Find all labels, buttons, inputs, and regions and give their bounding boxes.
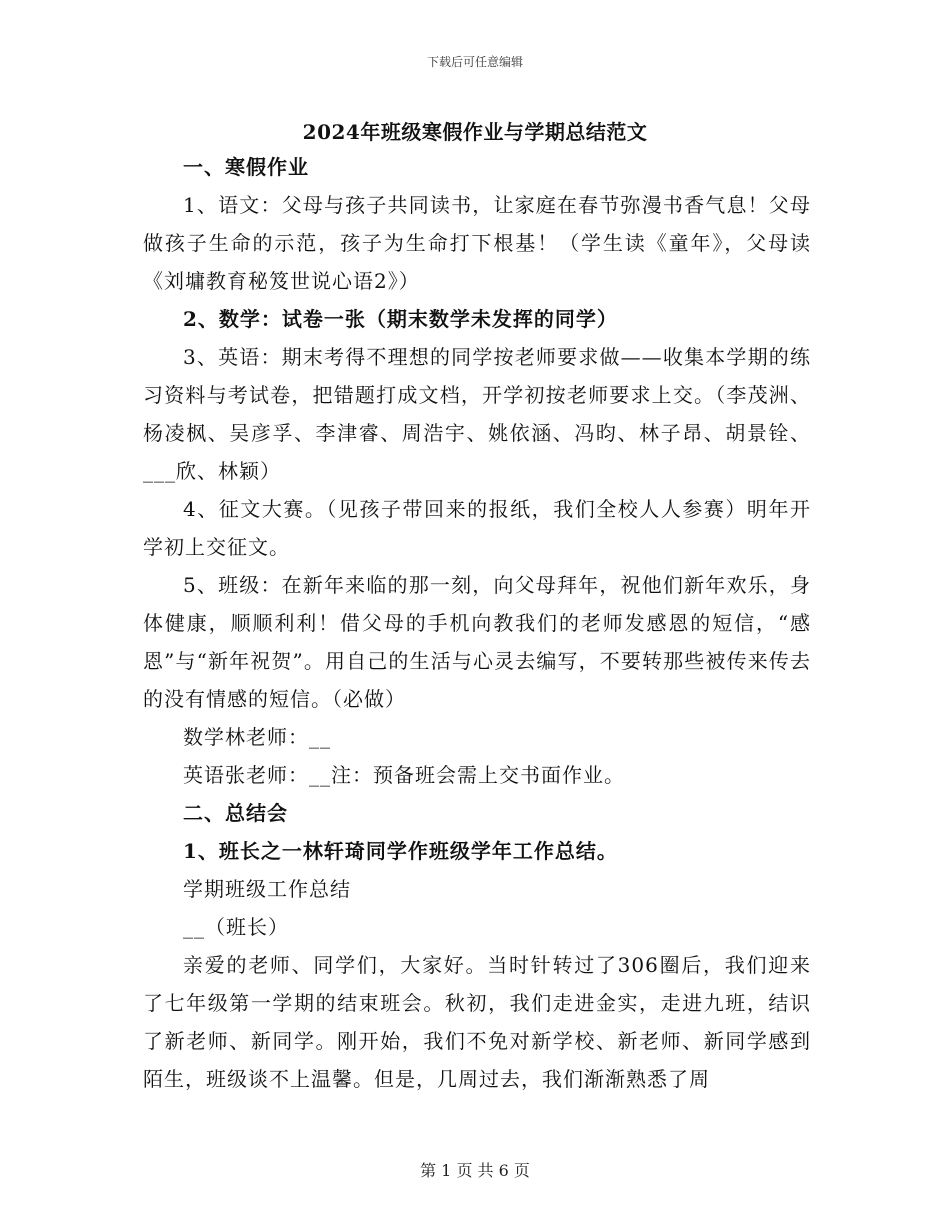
paragraph: 数学林老师：__: [183, 725, 331, 749]
paragraph: 英语张老师：__注：预备班会需上交书面作业。: [183, 763, 625, 787]
paragraph: 1、班长之一林轩琦同学作班级学年工作总结。: [183, 839, 618, 863]
section-heading: 一、寒假作业: [183, 155, 309, 179]
paragraph: 学期班级工作总结: [183, 877, 351, 901]
paragraph: 2、数学：试卷一张（期末数学未发挥的同学）: [183, 307, 618, 331]
paragraph: 3、英语：期末考得不理想的同学按老师要求做——收集本学期的练习资料与考试卷，把错题打成文档，开学初按老师要求上交。（李茂洲、杨凌枫、吴彦孚、李津睿、周浩宇、姚依涵、冯昀、林子昂、胡景铨、___欣、林颖）: [143, 345, 811, 483]
paragraph: 4、征文大赛。（见孩子带回来的报纸，我们全校人人参赛）明年开学初上交征文。: [143, 497, 811, 559]
page-number: 第 1 页 共 6 页: [420, 1161, 530, 1180]
document-title: 2024年班级寒假作业与学期总结范文: [302, 120, 648, 144]
paragraph: __（班长）: [183, 915, 289, 939]
section-heading: 二、总结会: [183, 801, 288, 825]
paragraph: 1、语文：父母与孩子共同读书，让家庭在春节弥漫书香气息！父母做孩子生命的示范，孩子为生命打下根基！（学生读《童年》，父母读《刘墉教育秘笈世说心语2》）: [143, 193, 811, 293]
document-body: [143, 148, 811, 1098]
paragraph: 5、班级：在新年来临的那一刻，向父母拜年，祝他们新年欢乐，身体健康，顺顺利利！借父母的手机向教我们的老师发感恩的短信，“感恩”与“新年祝贺”。用自己的生活与心灵去编写，不要转那些被传来传去的没有情感的短信。（必做）: [143, 573, 811, 711]
header-note: 下载后可任意编辑: [426, 55, 523, 69]
paragraph: 亲爱的老师、同学们，大家好。当时针转过了306圈后，我们迎来了七年级第一学期的结束班会。秋初，我们走进金实，走进九班，结识了新老师、新同学。刚开始，我们不免对新学校、新老师、新同学感到陌生，班级谈不上温馨。但是，几周过去，我们渐渐熟悉了周: [143, 953, 811, 1091]
